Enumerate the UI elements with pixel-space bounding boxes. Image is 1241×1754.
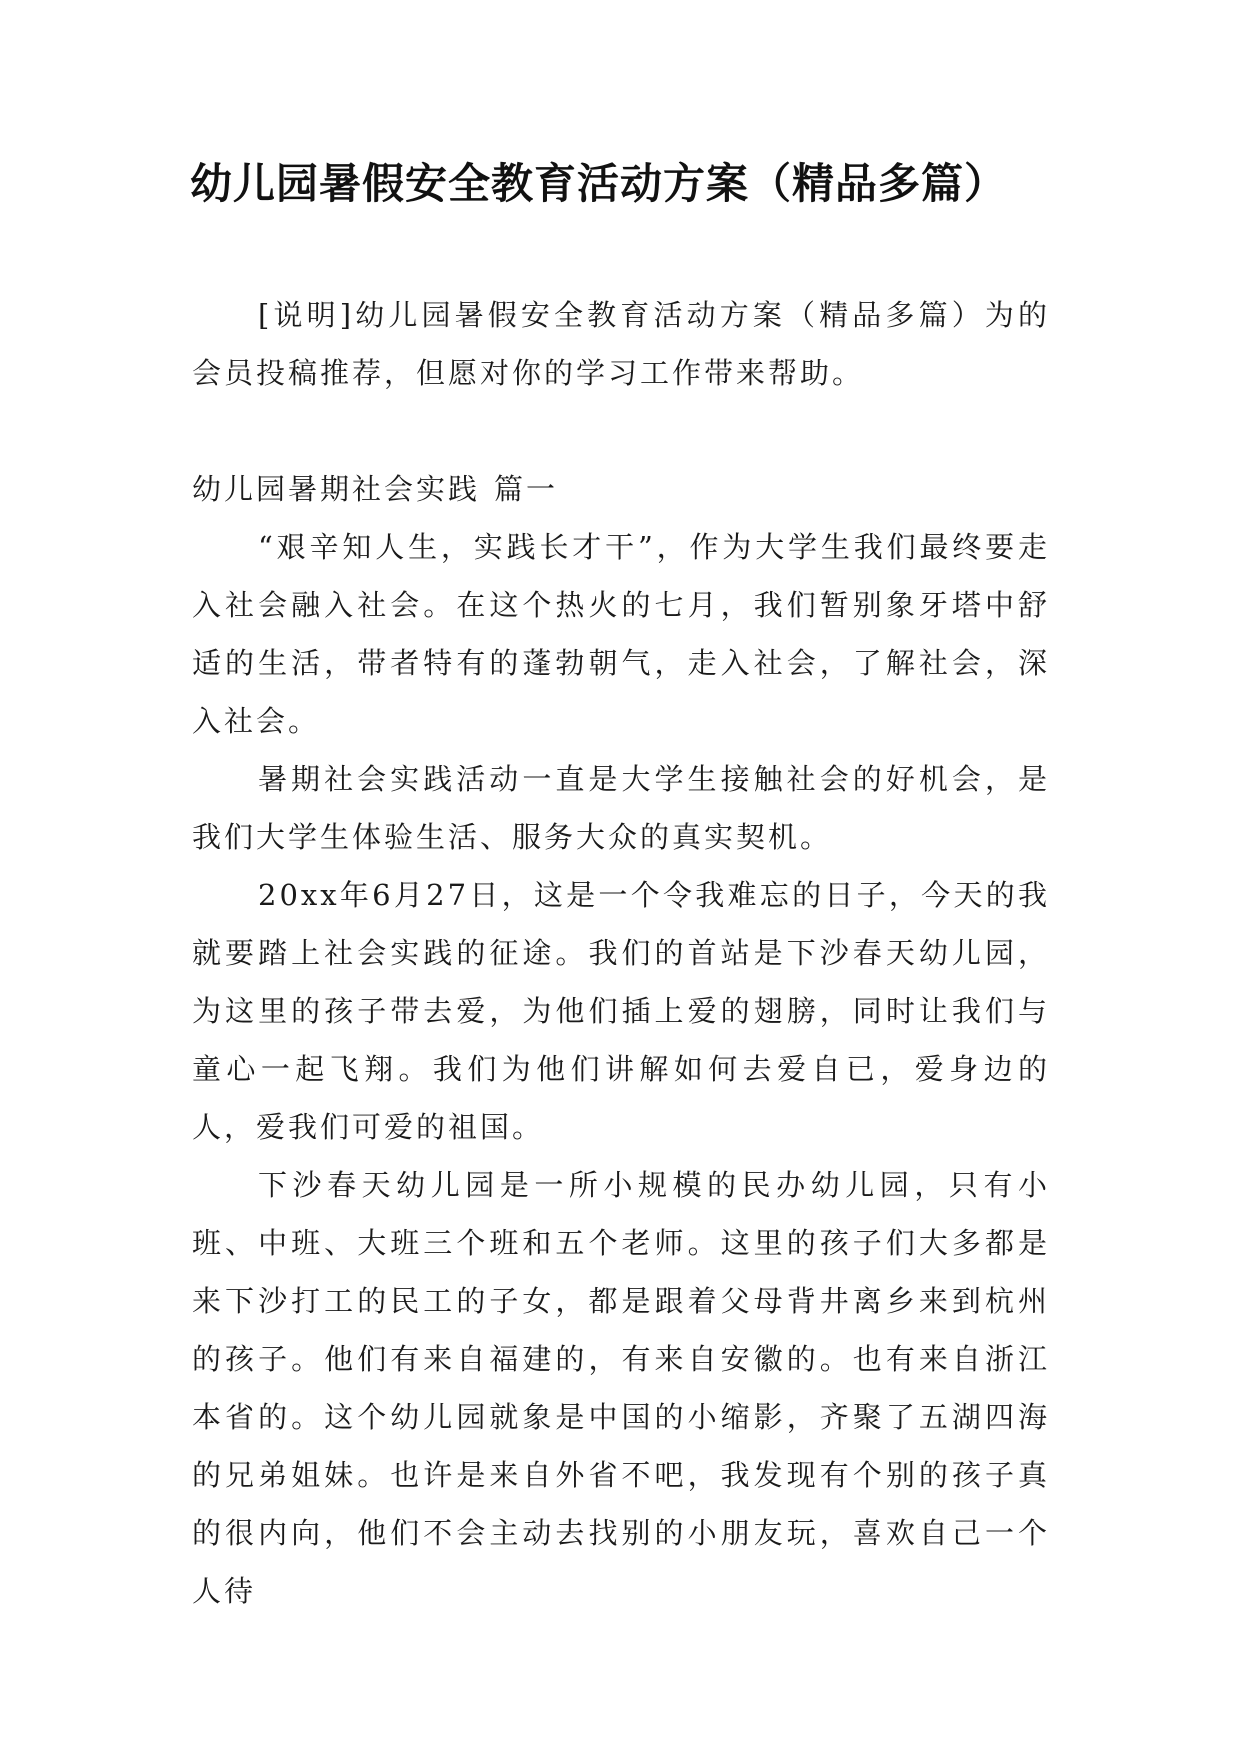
body-paragraph: 暑期社会实践活动一直是大学生接触社会的好机会，是我们大学生体验生活、服务大众的真实契机。 bbox=[192, 762, 1050, 854]
intro-note: [说明]幼儿园暑假安全教育活动方案（精品多篇）为的会员投稿推荐，但愿对你的学习工作带来帮助。 bbox=[192, 298, 1050, 390]
section-part-label: 篇一 bbox=[494, 472, 559, 506]
section-heading-text: 幼儿园暑期社会实践 bbox=[192, 472, 481, 506]
document-body bbox=[192, 286, 1050, 1620]
page-title: 幼儿园暑假安全教育活动方案（精品多篇） bbox=[190, 159, 1008, 208]
body-paragraph: “艰辛知人生，实践长才干”，作为大学生我们最终要走入社会融入社会。在这个热火的七月，我们暂别象牙塔中舒适的生活，带者特有的蓬勃朝气，走入社会，了解社会，深入社会。 bbox=[192, 530, 1050, 738]
body-paragraph: 下沙春天幼儿园是一所小规模的民办幼儿园，只有小班、中班、大班三个班和五个老师。这里的孩子们大多都是来下沙打工的民工的子女，都是跟着父母背井离乡来到杭州的孩子。他们有来自福建的，有来自安徽的。也有来自浙江本省的。这个幼儿园就象是中国的小缩影，齐聚了五湖四海的兄弟姐妹。也许是来自外省不吧，我发现有个别的孩子真的很内向，他们不会主动去找别的小朋友玩，喜欢自己一个人待 bbox=[192, 1168, 1050, 1608]
body-paragraph: 20xx年6月27日，这是一个令我难忘的日子，今天的我就要踏上社会实践的征途。我们的首站是下沙春天幼儿园，为这里的孩子带去爱，为他们插上爱的翅膀，同时让我们与童心一起飞翔。我们为他们讲解如何去爱自已，爱身边的人，爱我们可爱的祖国。 bbox=[192, 878, 1050, 1144]
section-heading bbox=[192, 460, 1050, 518]
